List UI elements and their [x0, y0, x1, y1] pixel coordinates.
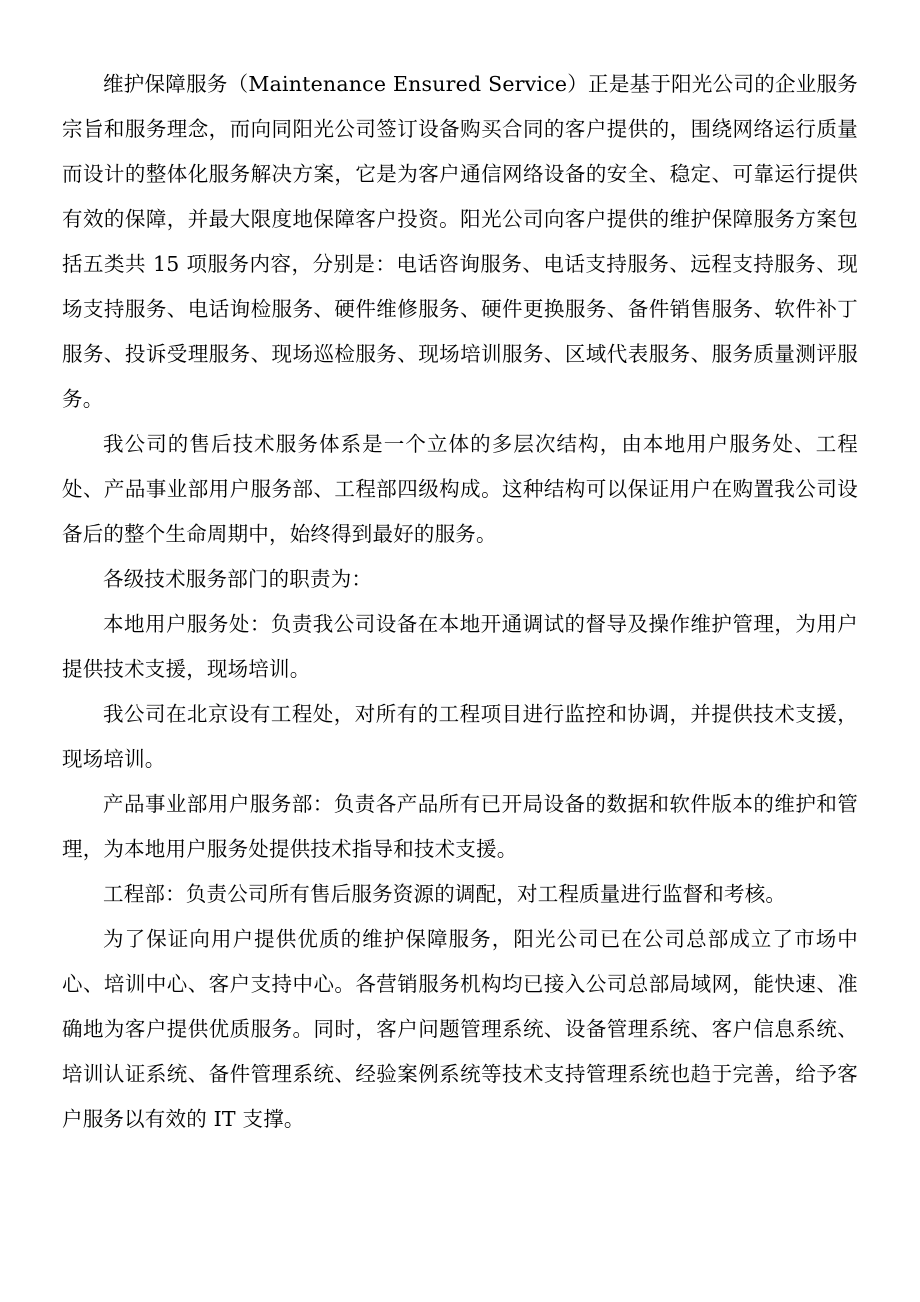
paragraph-8: 为了保证向用户提供优质的维护保障服务，阳光公司已在公司总部成立了市场中心、培训中心、客户支持中心。各营销服务机构均已接入公司总部局域网，能快速、准确地为客户提供优质服务。同时，客户问题管理系统、设备管理系统、客户信息系统、培训认证系统、备件管理系统、经验案例系统等技术支持管理系统也趋于完善，给予客户服务以有效的 IT 支撑。	[62, 927, 858, 1131]
paragraph-4: 本地用户服务处：负责我公司设备在本地开通调试的督导及操作维护管理，为用户提供技术支援，现场培训。	[62, 612, 858, 681]
paragraph-1: 维护保障服务（Maintenance Ensured Service）正是基于阳光公司的企业服务宗旨和服务理念，而向同阳光公司签订设备购买合同的客户提供的，围绕网络运行质量而设计的整体化服务解决方案，它是为客户通信网络设备的安全、稳定、可靠运行提供有效的保障，并最大限度地保障客户投资。阳光公司向客户提供的维护保障服务方案包括五类共 15 项服务内容，分别是：电话咨询服务、电话支持服务、远程支持服务、现场支持服务、电话询检服务、硬件维修服务、硬件更换服务、备件销售服务、软件补丁服务、投诉受理服务、现场巡检服务、现场培训服务、区域代表服务、服务质量测评服务。	[62, 72, 858, 411]
document-body	[62, 62, 858, 1142]
paragraph-6: 产品事业部用户服务部：负责各产品所有已开局设备的数据和软件版本的维护和管理，为本地用户服务处提供技术指导和技术支援。	[62, 792, 858, 861]
paragraph-3: 各级技术服务部门的职责为：	[103, 567, 373, 591]
paragraph-5: 我公司在北京设有工程处，对所有的工程项目进行监控和协调，并提供技术支援，现场培训。	[62, 702, 858, 771]
paragraph-7: 工程部：负责公司所有售后服务资源的调配，对工程质量进行监督和考核。	[103, 882, 787, 906]
paragraph-2: 我公司的售后技术服务体系是一个立体的多层次结构，由本地用户服务处、工程处、产品事业部用户服务部、工程部四级构成。这种结构可以保证用户在购置我公司设备后的整个生命周期中，始终得到最好的服务。	[62, 432, 858, 546]
